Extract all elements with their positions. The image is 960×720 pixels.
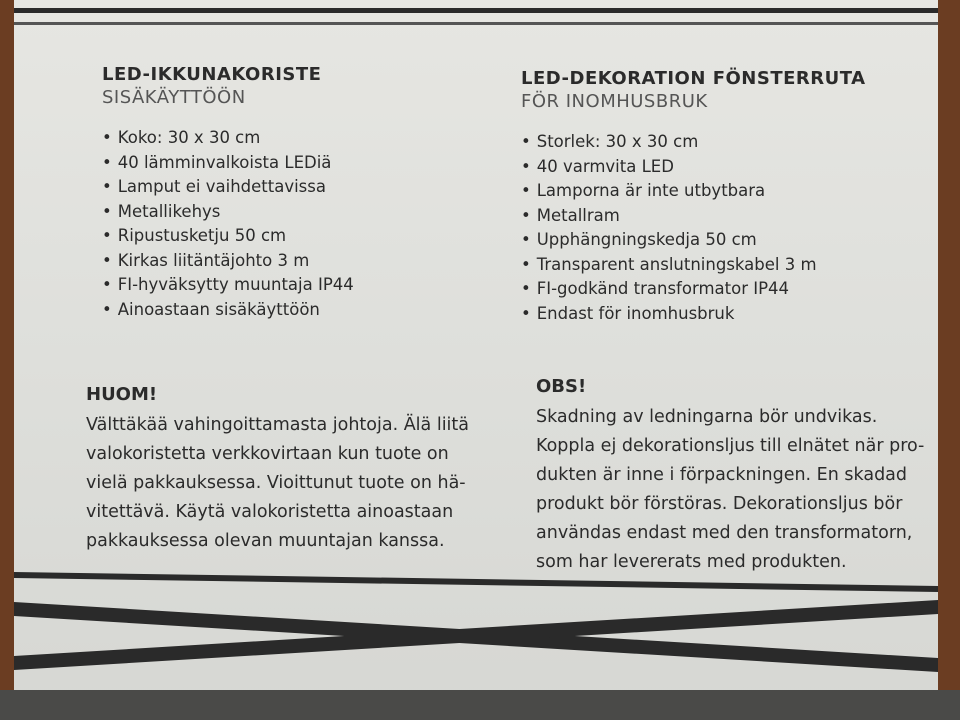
finnish-title: LED-IKKUNAKORISTE [102,64,322,85]
swedish-feature-list [521,130,866,326]
text-line: produkt bör förstöras. Dekorationsljus bör [536,494,903,514]
list-item: • Lamput ei vaihdettavissa [102,175,354,200]
text-line: användas endast med den transformatorn, [536,523,913,543]
text-line: vielä pakkauksessa. Vioittunut tuote on hä- [86,473,466,493]
text-line: dukten är inne i förpackningen. En skadad [536,465,908,485]
finnish-warning [86,384,469,556]
text-line: vitettävä. Käytä valokoristetta ainoastaan [86,502,454,522]
text-line: Skadning av ledningarna bör undvikas. [536,407,878,427]
list-item: • Metallikehys [102,200,354,225]
list-item: • Transparent anslutningskabel 3 m [521,253,866,278]
list-item: • Upphängningskedja 50 cm [521,228,866,253]
list-item: • 40 varmvita LED [521,155,866,180]
text-line: Koppla ej dekorationsljus till elnätet när pro- [536,436,925,456]
swedish-warning [536,376,924,577]
list-item: • Kirkas liitäntäjohto 3 m [102,249,354,274]
list-item: • FI-godkänd transformator IP44 [521,277,866,302]
swedish-warning-heading: OBS! [536,376,587,397]
list-item: • Metallram [521,204,866,229]
list-item: • Ainoastaan sisäkäyttöön [102,298,354,323]
top-rule-thin [14,22,938,25]
list-item: • Lamporna är inte utbytbara [521,179,866,204]
text-line: Välttäkää vahingoittamasta johtoja. Älä liitä [86,415,470,435]
list-item: • Storlek: 30 x 30 cm [521,130,866,155]
swedish-title: LED-DEKORATION FÖNSTERRUTA [521,68,866,89]
list-item: • Koko: 30 x 30 cm [102,126,354,151]
packaging-box [14,0,938,720]
list-item: • Ripustusketju 50 cm [102,224,354,249]
bottom-shadow [0,690,960,720]
finnish-subtitle: SISÄKÄYTTÖÖN [102,87,246,108]
text-line: som har levererats med produkten. [536,552,847,572]
list-item: • 40 lämminvalkoista LEDiä [102,151,354,176]
swedish-warning-text [536,403,924,577]
swedish-subtitle: FÖR INOMHUSBRUK [521,91,708,112]
list-item: • FI-hyväksytty muuntaja IP44 [102,273,354,298]
finnish-feature-list [102,126,354,322]
text-line: pakkauksessa olevan muuntajan kanssa. [86,531,445,551]
finnish-column [102,64,354,322]
text-line: valokoristetta verkkovirtaan kun tuote on [86,444,449,464]
swedish-column [521,68,866,326]
finnish-warning-heading: HUOM! [86,384,158,405]
finnish-warning-text [86,411,469,556]
list-item: • Endast för inomhusbruk [521,302,866,327]
top-rule [14,8,938,13]
